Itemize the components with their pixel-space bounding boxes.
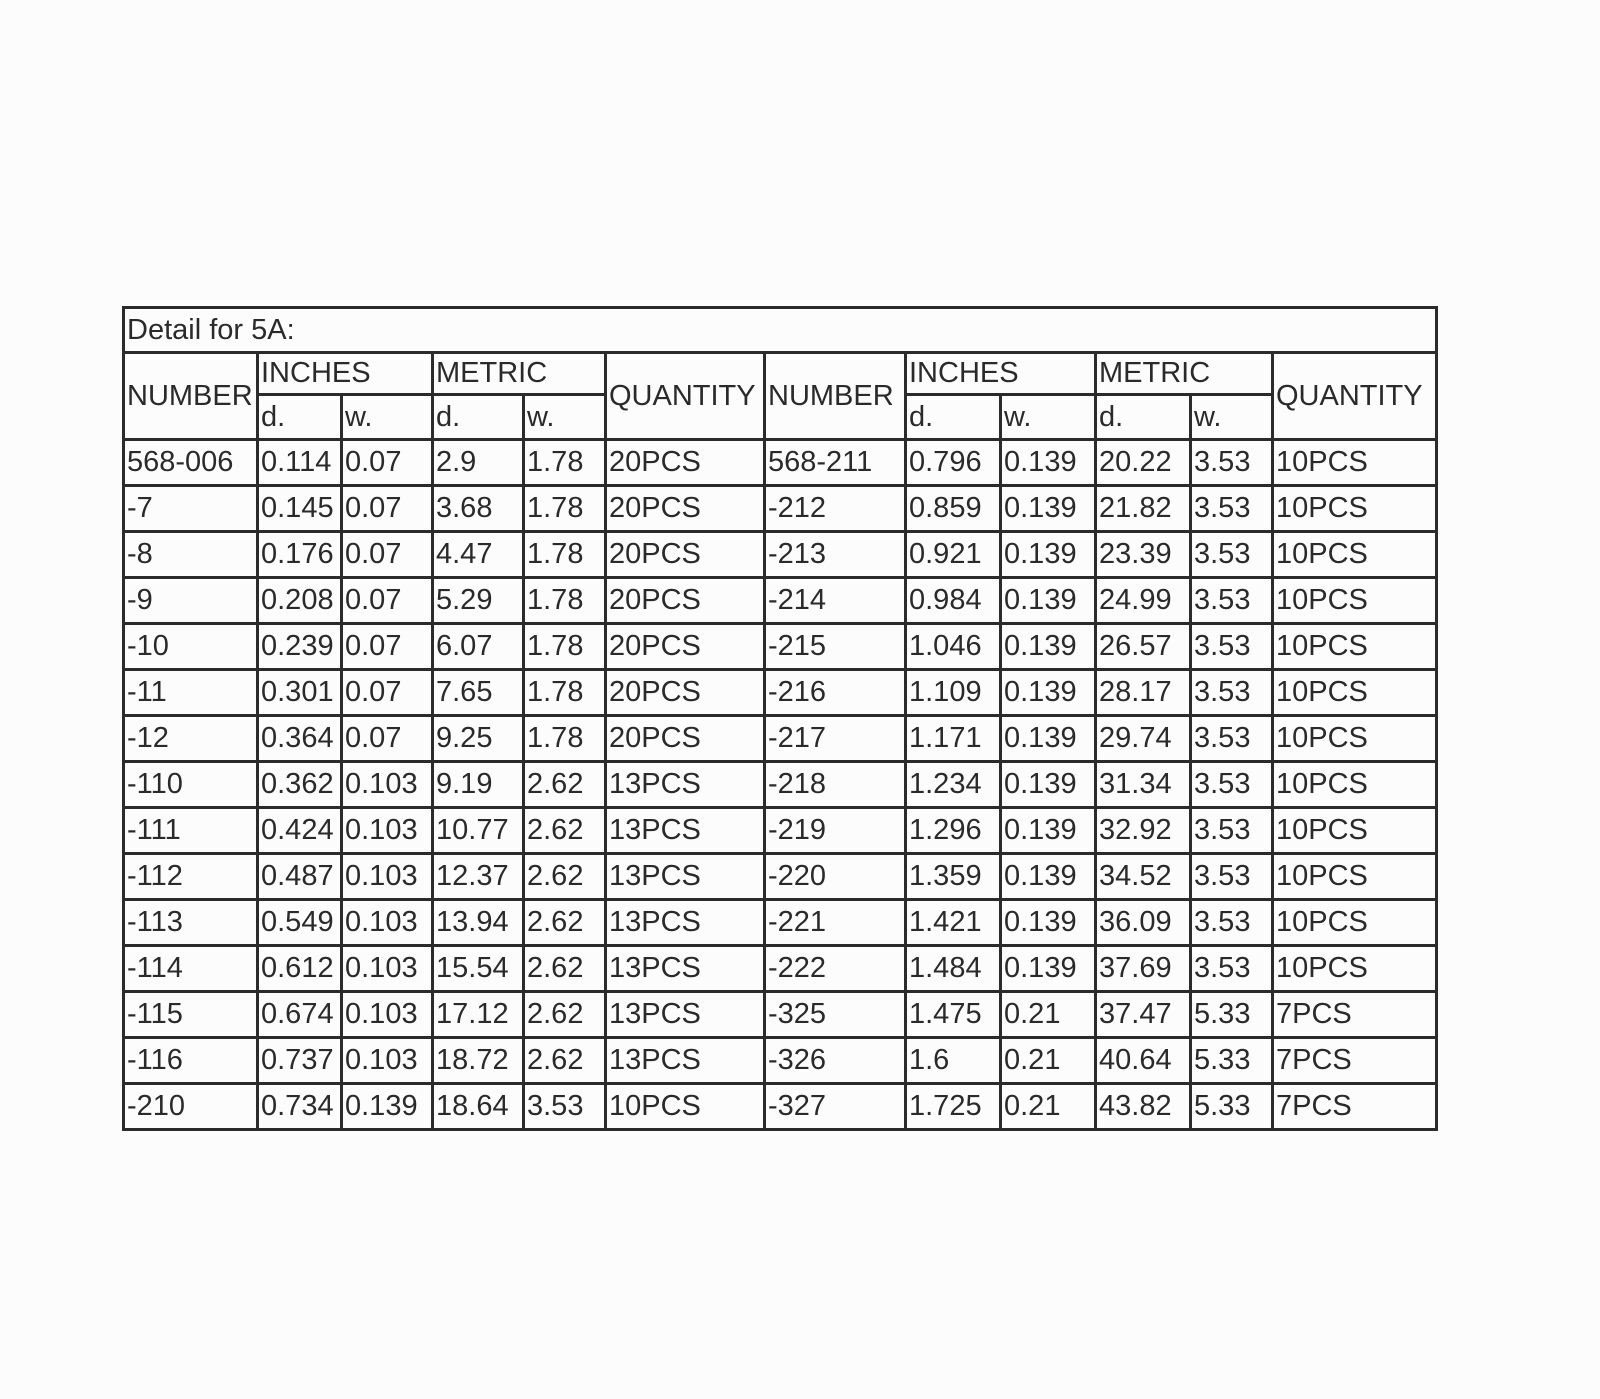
cell-quantity: 20PCS <box>606 716 765 762</box>
cell-metric-d: 13.94 <box>433 900 524 946</box>
table-row <box>124 854 1437 900</box>
cell-metric-w: 5.33 <box>1191 992 1273 1038</box>
cell-inches-d: 1.6 <box>906 1038 1001 1084</box>
cell-inches-w: 0.07 <box>342 532 433 578</box>
cell-metric-d: 9.19 <box>433 762 524 808</box>
cell-inches-w: 0.139 <box>1001 762 1096 808</box>
cell-metric-d: 28.17 <box>1096 670 1191 716</box>
cell-quantity: 7PCS <box>1273 992 1437 1038</box>
cell-inches-d: 0.674 <box>258 992 342 1038</box>
cell-part-number: -116 <box>124 1038 258 1084</box>
cell-inches-w: 0.139 <box>1001 532 1096 578</box>
cell-inches-w: 0.139 <box>1001 670 1096 716</box>
cell-inches-d: 0.549 <box>258 900 342 946</box>
table-row <box>124 946 1437 992</box>
cell-metric-w: 1.78 <box>524 440 606 486</box>
header-number: NUMBER <box>124 353 258 440</box>
cell-metric-w: 3.53 <box>1191 808 1273 854</box>
cell-metric-w: 2.62 <box>524 1038 606 1084</box>
cell-metric-d: 17.12 <box>433 992 524 1038</box>
cell-metric-w: 3.53 <box>1191 440 1273 486</box>
cell-inches-d: 0.612 <box>258 946 342 992</box>
cell-inches-d: 0.176 <box>258 532 342 578</box>
cell-metric-d: 20.22 <box>1096 440 1191 486</box>
table-row <box>124 716 1437 762</box>
cell-quantity: 13PCS <box>606 808 765 854</box>
cell-quantity: 10PCS <box>1273 578 1437 624</box>
table-row <box>124 762 1437 808</box>
cell-metric-d: 31.34 <box>1096 762 1191 808</box>
cell-inches-w: 0.139 <box>1001 624 1096 670</box>
cell-part-number: -327 <box>765 1084 906 1130</box>
cell-inches-w: 0.103 <box>342 808 433 854</box>
cell-inches-d: 0.424 <box>258 808 342 854</box>
cell-quantity: 13PCS <box>606 762 765 808</box>
cell-metric-d: 4.47 <box>433 532 524 578</box>
cell-inches-d: 1.475 <box>906 992 1001 1038</box>
cell-inches-w: 0.139 <box>1001 808 1096 854</box>
cell-inches-w: 0.139 <box>1001 854 1096 900</box>
cell-quantity: 13PCS <box>606 1038 765 1084</box>
cell-part-number: -12 <box>124 716 258 762</box>
cell-inches-d: 0.114 <box>258 440 342 486</box>
cell-metric-d: 23.39 <box>1096 532 1191 578</box>
cell-inches-w: 0.103 <box>342 762 433 808</box>
cell-quantity: 10PCS <box>1273 808 1437 854</box>
cell-metric-d: 34.52 <box>1096 854 1191 900</box>
cell-part-number: -10 <box>124 624 258 670</box>
cell-part-number: 568-006 <box>124 440 258 486</box>
header-metric-w: w. <box>524 395 606 440</box>
cell-metric-d: 32.92 <box>1096 808 1191 854</box>
cell-quantity: 20PCS <box>606 670 765 716</box>
cell-inches-w: 0.21 <box>1001 992 1096 1038</box>
cell-part-number: -217 <box>765 716 906 762</box>
cell-inches-w: 0.07 <box>342 716 433 762</box>
cell-inches-w: 0.07 <box>342 624 433 670</box>
cell-metric-w: 3.53 <box>1191 624 1273 670</box>
cell-quantity: 7PCS <box>1273 1038 1437 1084</box>
cell-quantity: 10PCS <box>1273 762 1437 808</box>
cell-inches-w: 0.07 <box>342 578 433 624</box>
cell-inches-w: 0.07 <box>342 440 433 486</box>
cell-metric-w: 5.33 <box>1191 1038 1273 1084</box>
cell-quantity: 10PCS <box>1273 440 1437 486</box>
cell-metric-d: 29.74 <box>1096 716 1191 762</box>
cell-part-number: -8 <box>124 532 258 578</box>
cell-quantity: 10PCS <box>1273 624 1437 670</box>
cell-metric-d: 5.29 <box>433 578 524 624</box>
cell-metric-w: 3.53 <box>1191 716 1273 762</box>
cell-part-number: -114 <box>124 946 258 992</box>
cell-metric-d: 43.82 <box>1096 1084 1191 1130</box>
cell-metric-w: 1.78 <box>524 486 606 532</box>
cell-metric-w: 3.53 <box>1191 532 1273 578</box>
cell-metric-d: 40.64 <box>1096 1038 1191 1084</box>
cell-quantity: 10PCS <box>1273 486 1437 532</box>
cell-inches-w: 0.139 <box>1001 900 1096 946</box>
cell-inches-w: 0.139 <box>342 1084 433 1130</box>
cell-inches-d: 0.301 <box>258 670 342 716</box>
cell-metric-w: 1.78 <box>524 670 606 716</box>
cell-metric-w: 3.53 <box>524 1084 606 1130</box>
cell-quantity: 20PCS <box>606 486 765 532</box>
cell-metric-w: 2.62 <box>524 900 606 946</box>
cell-metric-w: 2.62 <box>524 762 606 808</box>
cell-metric-d: 18.64 <box>433 1084 524 1130</box>
header-metric-w: w. <box>1191 395 1273 440</box>
cell-inches-d: 0.796 <box>906 440 1001 486</box>
cell-metric-d: 18.72 <box>433 1038 524 1084</box>
cell-metric-d: 37.47 <box>1096 992 1191 1038</box>
cell-metric-w: 2.62 <box>524 946 606 992</box>
table-title: Detail for 5A: <box>124 308 1437 353</box>
cell-part-number: -111 <box>124 808 258 854</box>
cell-metric-w: 3.53 <box>1191 946 1273 992</box>
cell-inches-w: 0.139 <box>1001 440 1096 486</box>
cell-inches-d: 1.046 <box>906 624 1001 670</box>
cell-metric-d: 15.54 <box>433 946 524 992</box>
cell-quantity: 13PCS <box>606 854 765 900</box>
header-quantity: QUANTITY <box>1273 353 1437 440</box>
cell-quantity: 20PCS <box>606 578 765 624</box>
cell-quantity: 13PCS <box>606 946 765 992</box>
cell-metric-d: 12.37 <box>433 854 524 900</box>
cell-part-number: -7 <box>124 486 258 532</box>
cell-inches-w: 0.139 <box>1001 946 1096 992</box>
cell-metric-d: 7.65 <box>433 670 524 716</box>
cell-part-number: -115 <box>124 992 258 1038</box>
header-inches: INCHES <box>906 353 1096 395</box>
table-row <box>124 578 1437 624</box>
cell-metric-w: 3.53 <box>1191 578 1273 624</box>
cell-metric-d: 26.57 <box>1096 624 1191 670</box>
cell-metric-d: 2.9 <box>433 440 524 486</box>
cell-metric-w: 1.78 <box>524 532 606 578</box>
cell-part-number: -326 <box>765 1038 906 1084</box>
cell-inches-d: 1.109 <box>906 670 1001 716</box>
cell-metric-w: 5.33 <box>1191 1084 1273 1130</box>
cell-part-number: -212 <box>765 486 906 532</box>
cell-inches-d: 0.859 <box>906 486 1001 532</box>
cell-inches-d: 0.362 <box>258 762 342 808</box>
cell-inches-d: 0.145 <box>258 486 342 532</box>
cell-part-number: -218 <box>765 762 906 808</box>
table-row <box>124 1038 1437 1084</box>
cell-inches-w: 0.103 <box>342 992 433 1038</box>
cell-inches-d: 0.239 <box>258 624 342 670</box>
header-inches: INCHES <box>258 353 433 395</box>
cell-inches-d: 1.171 <box>906 716 1001 762</box>
cell-inches-w: 0.21 <box>1001 1084 1096 1130</box>
cell-quantity: 13PCS <box>606 900 765 946</box>
cell-metric-w: 3.53 <box>1191 854 1273 900</box>
cell-quantity: 10PCS <box>1273 900 1437 946</box>
cell-inches-d: 0.921 <box>906 532 1001 578</box>
cell-metric-d: 24.99 <box>1096 578 1191 624</box>
cell-part-number: -221 <box>765 900 906 946</box>
cell-part-number: -112 <box>124 854 258 900</box>
detail-table <box>122 306 1438 1131</box>
header-inches-w: w. <box>342 395 433 440</box>
header-inches-d: d. <box>906 395 1001 440</box>
cell-part-number: -214 <box>765 578 906 624</box>
cell-inches-d: 0.734 <box>258 1084 342 1130</box>
cell-quantity: 20PCS <box>606 532 765 578</box>
cell-inches-d: 1.484 <box>906 946 1001 992</box>
header-metric: METRIC <box>1096 353 1273 395</box>
cell-inches-d: 1.234 <box>906 762 1001 808</box>
cell-inches-w: 0.07 <box>342 670 433 716</box>
cell-inches-d: 1.296 <box>906 808 1001 854</box>
cell-metric-w: 2.62 <box>524 808 606 854</box>
cell-part-number: -220 <box>765 854 906 900</box>
cell-part-number: -110 <box>124 762 258 808</box>
cell-metric-w: 1.78 <box>524 624 606 670</box>
cell-part-number: -11 <box>124 670 258 716</box>
cell-inches-w: 0.21 <box>1001 1038 1096 1084</box>
table-row <box>124 624 1437 670</box>
cell-quantity: 20PCS <box>606 624 765 670</box>
header-metric: METRIC <box>433 353 606 395</box>
cell-part-number: -213 <box>765 532 906 578</box>
cell-inches-d: 1.725 <box>906 1084 1001 1130</box>
cell-quantity: 13PCS <box>606 992 765 1038</box>
cell-quantity: 7PCS <box>1273 1084 1437 1130</box>
cell-metric-w: 3.53 <box>1191 670 1273 716</box>
cell-inches-w: 0.139 <box>1001 486 1096 532</box>
cell-quantity: 10PCS <box>606 1084 765 1130</box>
cell-inches-w: 0.139 <box>1001 716 1096 762</box>
cell-quantity: 10PCS <box>1273 946 1437 992</box>
cell-part-number: -222 <box>765 946 906 992</box>
table-row <box>124 440 1437 486</box>
cell-part-number: -325 <box>765 992 906 1038</box>
cell-metric-w: 1.78 <box>524 716 606 762</box>
cell-inches-w: 0.139 <box>1001 578 1096 624</box>
cell-inches-w: 0.07 <box>342 486 433 532</box>
cell-metric-d: 10.77 <box>433 808 524 854</box>
header-metric-d: d. <box>433 395 524 440</box>
cell-metric-w: 3.53 <box>1191 762 1273 808</box>
cell-inches-w: 0.103 <box>342 1038 433 1084</box>
cell-metric-w: 3.53 <box>1191 900 1273 946</box>
table-row <box>124 808 1437 854</box>
cell-inches-w: 0.103 <box>342 900 433 946</box>
cell-part-number: -210 <box>124 1084 258 1130</box>
cell-part-number: -216 <box>765 670 906 716</box>
table-row <box>124 900 1437 946</box>
cell-part-number: -113 <box>124 900 258 946</box>
cell-quantity: 10PCS <box>1273 670 1437 716</box>
cell-quantity: 10PCS <box>1273 716 1437 762</box>
cell-part-number: -215 <box>765 624 906 670</box>
cell-inches-d: 1.359 <box>906 854 1001 900</box>
cell-metric-w: 3.53 <box>1191 486 1273 532</box>
table-row <box>124 486 1437 532</box>
table-row <box>124 992 1437 1038</box>
cell-inches-d: 1.421 <box>906 900 1001 946</box>
header-metric-d: d. <box>1096 395 1191 440</box>
cell-metric-w: 2.62 <box>524 992 606 1038</box>
cell-metric-w: 2.62 <box>524 854 606 900</box>
cell-part-number: 568-211 <box>765 440 906 486</box>
cell-metric-d: 21.82 <box>1096 486 1191 532</box>
cell-inches-w: 0.103 <box>342 854 433 900</box>
header-quantity: QUANTITY <box>606 353 765 440</box>
cell-metric-w: 1.78 <box>524 578 606 624</box>
cell-quantity: 10PCS <box>1273 532 1437 578</box>
cell-quantity: 20PCS <box>606 440 765 486</box>
table-row <box>124 1084 1437 1130</box>
cell-metric-d: 6.07 <box>433 624 524 670</box>
cell-inches-d: 0.737 <box>258 1038 342 1084</box>
cell-metric-d: 37.69 <box>1096 946 1191 992</box>
cell-inches-d: 0.208 <box>258 578 342 624</box>
cell-quantity: 10PCS <box>1273 854 1437 900</box>
cell-metric-d: 9.25 <box>433 716 524 762</box>
header-inches-w: w. <box>1001 395 1096 440</box>
cell-inches-d: 0.487 <box>258 854 342 900</box>
cell-metric-d: 3.68 <box>433 486 524 532</box>
cell-inches-d: 0.364 <box>258 716 342 762</box>
cell-metric-d: 36.09 <box>1096 900 1191 946</box>
table-row <box>124 532 1437 578</box>
header-number: NUMBER <box>765 353 906 440</box>
cell-inches-d: 0.984 <box>906 578 1001 624</box>
table-row <box>124 670 1437 716</box>
header-inches-d: d. <box>258 395 342 440</box>
table-body <box>124 440 1437 1130</box>
cell-inches-w: 0.103 <box>342 946 433 992</box>
cell-part-number: -219 <box>765 808 906 854</box>
cell-part-number: -9 <box>124 578 258 624</box>
